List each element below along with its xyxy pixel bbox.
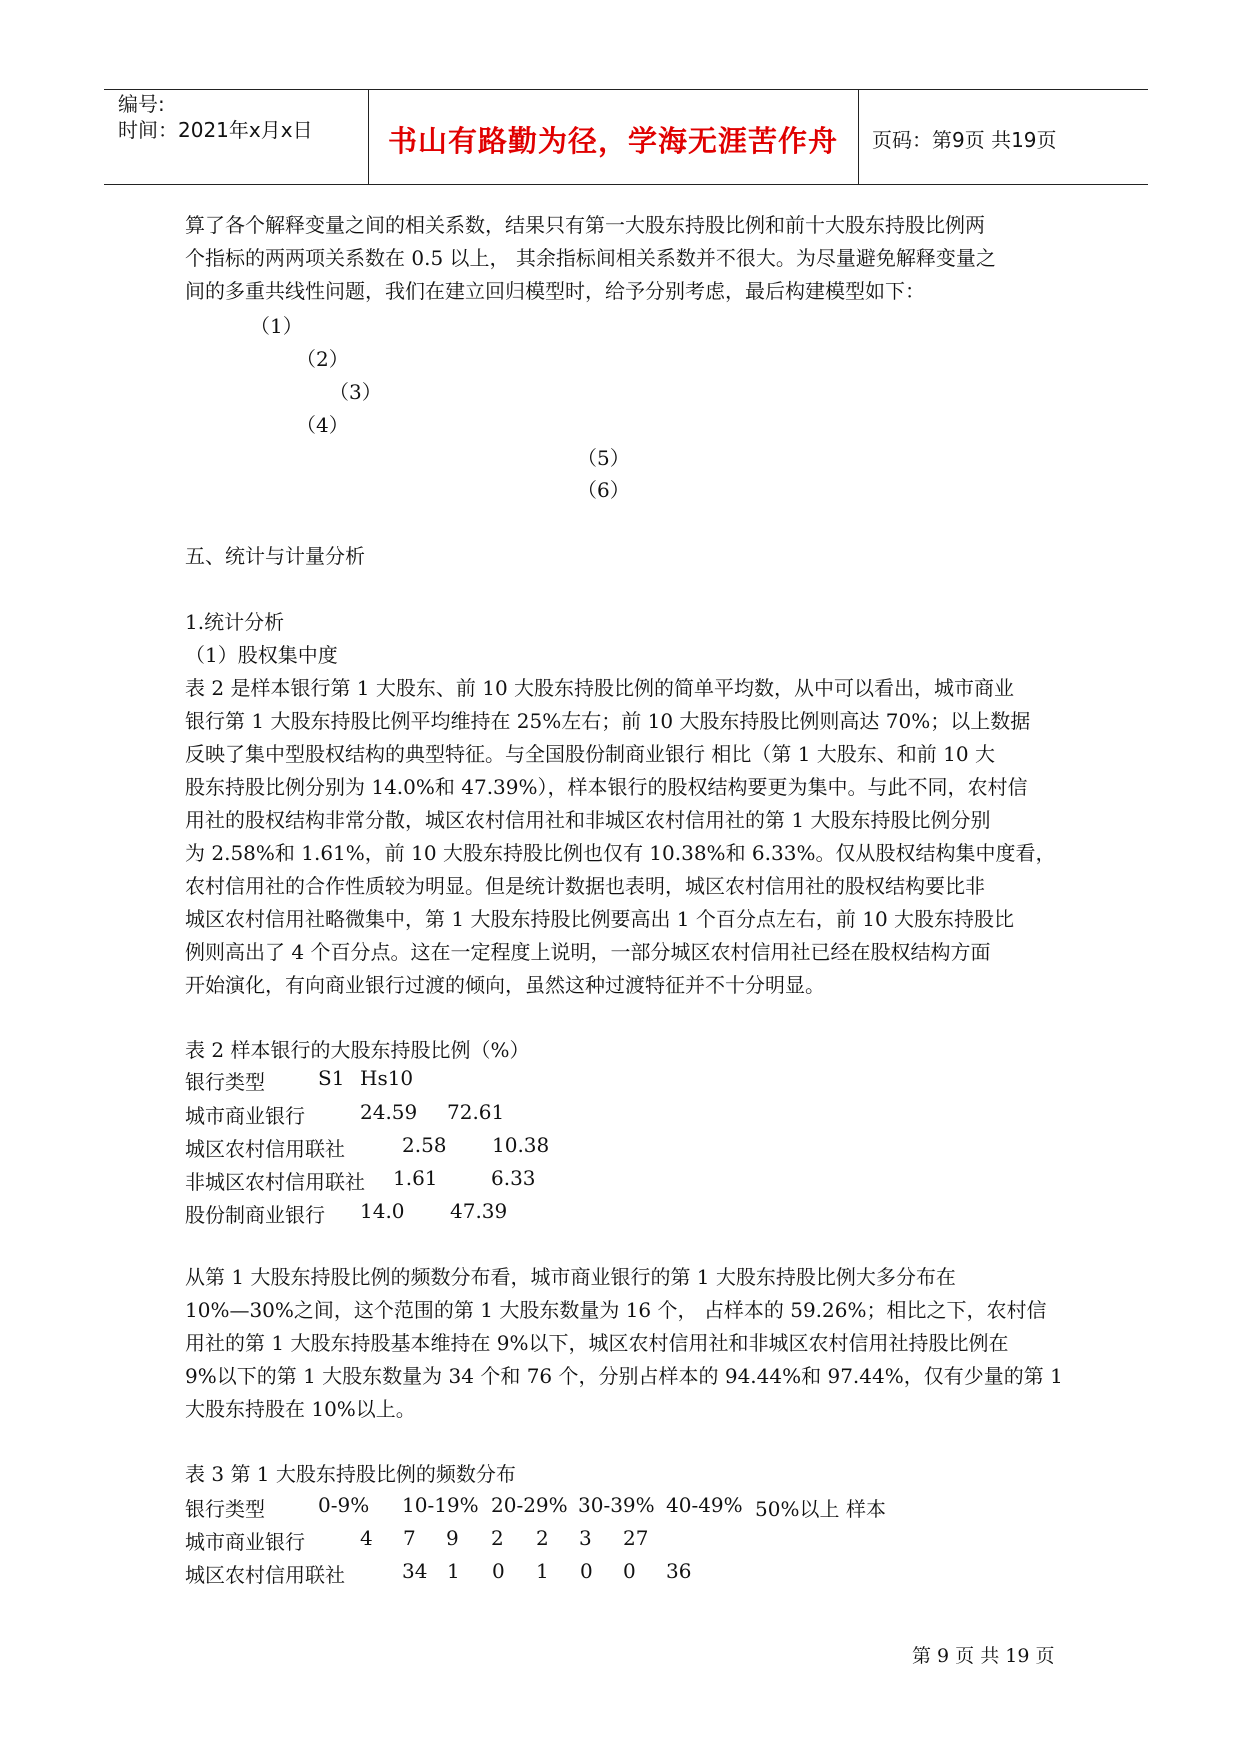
table-header-cell: Hs10 (360, 1066, 414, 1090)
table-header-cell: 50%以上 (755, 1497, 840, 1521)
table-cell: 城市商业银行 (185, 1530, 305, 1554)
table-header-cell: 样本 (846, 1497, 886, 1521)
table-cell: 3 (579, 1526, 592, 1550)
table-cell: 36 (666, 1559, 692, 1583)
table-cell: 非城区农村信用联社 (185, 1170, 365, 1194)
equation-number: （6） (577, 478, 630, 502)
paragraph-line: 用社的股权结构非常分散，城区农村信用社和非城区农村信用社的第 1 大股东持股比例分别 (185, 808, 991, 832)
table-cell: 0 (580, 1559, 593, 1583)
paragraph-line: 10%—30%之间，这个范围的第 1 大股东数量为 16 个， 占样本的 59.26%；相比之下，农村信 (185, 1298, 1047, 1322)
table-cell: 股份制商业银行 (185, 1203, 325, 1227)
header-motto: 书山有路勤为径，学海无涯苦作舟 (387, 124, 838, 158)
document-number-label: 编号: (118, 92, 165, 116)
paragraph-line: 表 2 是样本银行第 1 大股东、前 10 大股东持股比例的简单平均数，从中可以看出，城市商业 (185, 676, 1015, 700)
table-cell: 2 (491, 1526, 504, 1550)
paragraph-line: 大股东持股在 10%以上。 (185, 1397, 416, 1421)
paragraph-line: 用社的第 1 大股东持股基本维持在 9%以下，城区农村信用社和非城区农村信用社持股比例在 (185, 1331, 1009, 1355)
page-footer: 第 9 页 共 19 页 (912, 1645, 1055, 1667)
paragraph-line: 为 2.58%和 1.61%，前 10 大股东持股比例也仅有 10.38%和 6.33%。仅从股权结构集中度看， (185, 841, 1056, 865)
table-cell: 34 (402, 1559, 428, 1583)
table-cell: 城市商业银行 (185, 1104, 305, 1128)
table-cell: 72.61 (447, 1100, 505, 1124)
table-cell: 2.58 (402, 1133, 447, 1157)
table-cell: 4 (360, 1526, 373, 1550)
equation-number: （4） (296, 413, 349, 437)
paragraph-line: 例则高出了 4 个百分点。这在一定程度上说明，一部分城区农村信用社已经在股权结构方面 (185, 940, 991, 964)
header-meta-cell (104, 90, 369, 184)
header-page-info: 页码：第9页 共19页 (872, 128, 1057, 152)
table-header-cell: 银行类型 (185, 1070, 265, 1094)
paragraph-line: 股东持股比例分别为 14.0%和 47.39%），样本银行的股权结构要更为集中。与此不同，农村信 (185, 775, 1028, 799)
table-cell: 9 (446, 1526, 459, 1550)
table-cell: 城区农村信用联社 (185, 1137, 345, 1161)
table-cell: 2 (536, 1526, 549, 1550)
table-cell: 47.39 (450, 1199, 508, 1223)
document-time-label: 时间：2021年x月x日 (118, 118, 313, 142)
table-cell: 0 (623, 1559, 636, 1583)
table-cell: 0 (492, 1559, 505, 1583)
table-cell: 7 (403, 1526, 416, 1550)
table-cell: 城区农村信用联社 (185, 1563, 345, 1587)
page-header (104, 89, 1148, 185)
paragraph-line: 开始演化，有向商业银行过渡的倾向，虽然这种过渡特征并不十分明显。 (185, 973, 825, 997)
table-cell: 1 (536, 1559, 549, 1583)
table-header-cell: 30-39% (578, 1493, 655, 1517)
section-title: 五、统计与计量分析 (185, 544, 365, 568)
intro-line: 间的多重共线性问题，我们在建立回归模型时，给予分别考虑，最后构建模型如下： (185, 279, 925, 303)
subsubsection-title: （1）股权集中度 (185, 643, 338, 667)
paragraph-line: 9%以下的第 1 大股东数量为 34 个和 76 个，分别占样本的 94.44%和 97.44%，仅有少量的第 1 (185, 1364, 1063, 1388)
intro-line: 个指标的两两项关系数在 0.5 以上， 其余指标间相关系数并不很大。为尽量避免解释变量之 (185, 246, 996, 270)
equation-number: （5） (577, 446, 630, 470)
table-header-cell: 40-49% (666, 1493, 743, 1517)
table-header-cell: 银行类型 (185, 1497, 265, 1521)
equation-number: （2） (296, 347, 349, 371)
table-header-cell: 20-29% (491, 1493, 568, 1517)
header-page-cell (858, 90, 1148, 184)
table-cell: 14.0 (360, 1199, 405, 1223)
paragraph-line: 从第 1 大股东持股比例的频数分布看，城市商业银行的第 1 大股东持股比例大多分布在 (185, 1265, 956, 1289)
intro-line: 算了各个解释变量之间的相关系数，结果只有第一大股东持股比例和前十大股东持股比例两 (185, 213, 985, 237)
table-header-cell: 0-9% (318, 1493, 370, 1517)
table-header-cell: S1 (318, 1066, 345, 1090)
table-cell: 10.38 (492, 1133, 550, 1157)
equation-number: （1） (250, 314, 303, 338)
table-caption: 表 2 样本银行的大股东持股比例（%） (185, 1038, 530, 1062)
table-caption: 表 3 第 1 大股东持股比例的频数分布 (185, 1462, 516, 1486)
table-cell: 1 (447, 1559, 460, 1583)
table-cell: 27 (623, 1526, 649, 1550)
paragraph-line: 农村信用社的合作性质较为明显。但是统计数据也表明，城区农村信用社的股权结构要比非 (185, 874, 985, 898)
equation-number: （3） (329, 380, 382, 404)
table-cell: 6.33 (491, 1166, 536, 1190)
header-motto-cell (368, 90, 859, 184)
table-cell: 1.61 (393, 1166, 438, 1190)
table-header-cell: 10-19% (402, 1493, 479, 1517)
subsection-title: 1.统计分析 (185, 610, 285, 634)
table-cell: 24.59 (360, 1100, 418, 1124)
paragraph-line: 银行第 1 大股东持股比例平均维持在 25%左右；前 10 大股东持股比例则高达 70%；以上数据 (185, 709, 1031, 733)
paragraph-line: 反映了集中型股权结构的典型特征。与全国股份制商业银行 相比（第 1 大股东、和前 10 大 (185, 742, 995, 766)
paragraph-line: 城区农村信用社略微集中，第 1 大股东持股比例要高出 1 个百分点左右，前 10 大股东持股比 (185, 907, 1015, 931)
